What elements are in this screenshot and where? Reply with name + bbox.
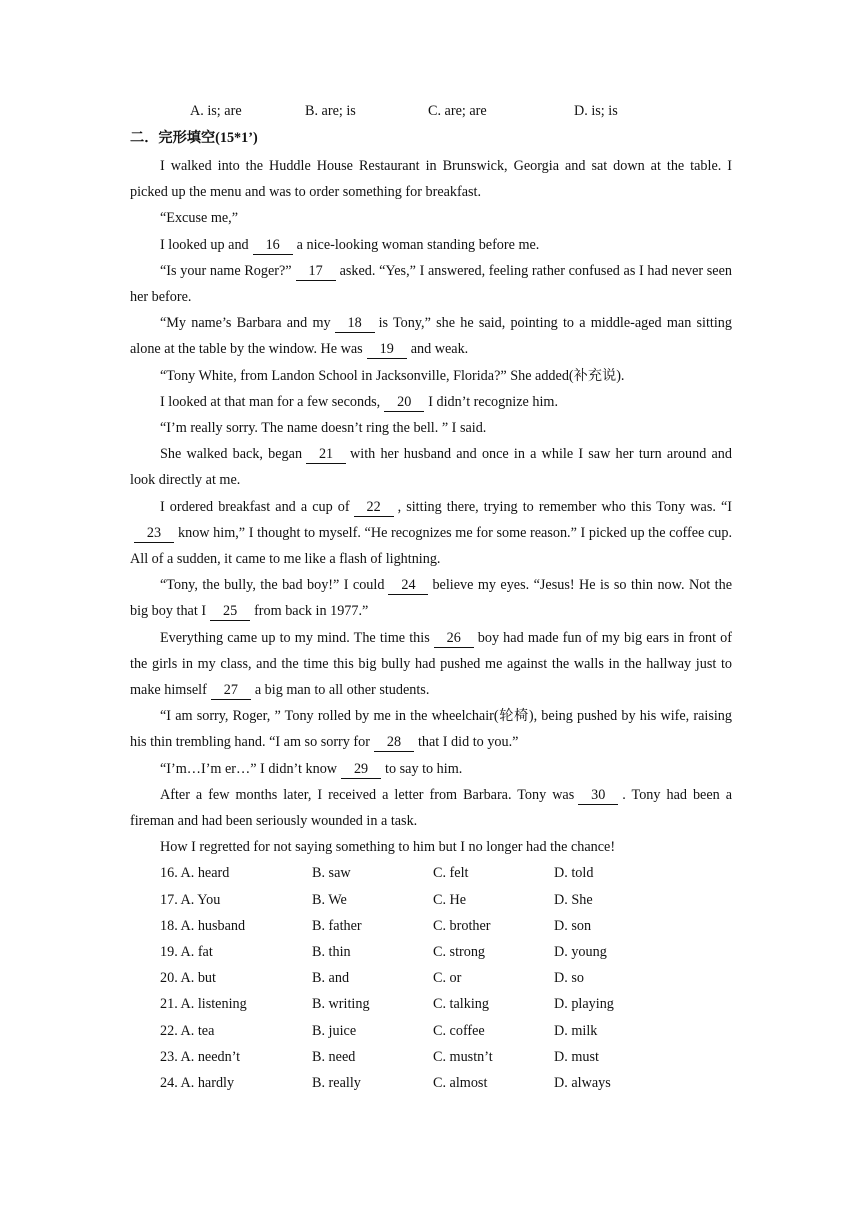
option-d: D. young: [554, 944, 607, 961]
paragraph-text: “Is your name Roger?”: [160, 262, 292, 279]
paragraph-text: I looked up and: [160, 236, 249, 253]
option-b: B. and: [312, 970, 350, 987]
option-row: [130, 965, 732, 991]
blank-number: 29: [341, 760, 381, 779]
option-row: [130, 1070, 732, 1096]
passage-paragraph: [130, 310, 732, 362]
paragraph-text: “I’m…I’m er…” I didn’t know: [160, 760, 338, 777]
option-d: D. so: [554, 970, 584, 987]
paragraph-text: , sitting there, trying to remember who this Tony was. “I: [397, 498, 732, 515]
option-d: D. always: [554, 1074, 611, 1091]
option-row: [130, 887, 732, 913]
blank-number: 16: [253, 236, 293, 255]
paragraph-text: “My name’s Barbara and my: [160, 315, 331, 332]
option-row: [130, 991, 732, 1017]
option-c: C. almost: [433, 1074, 488, 1091]
option-a: 19. A. fat: [160, 944, 213, 961]
blank-number: 25: [210, 602, 250, 621]
blank-number: 17: [296, 262, 336, 281]
option-b: B. writing: [312, 996, 370, 1013]
passage-paragraph: [130, 756, 732, 782]
paragraph-text: is Tony,” she he said, pointing to a middle-aged man sitting alone at the table by the window. He was: [130, 315, 732, 358]
option-d: D. must: [554, 1048, 599, 1065]
option-d: D. son: [554, 917, 592, 934]
paragraph-text: I walked into the Huddle House Restaurant in Brunswick, Georgia and sat down at the table. I picked up the menu and was to order something for breakfast.: [130, 158, 732, 201]
passage-paragraph: [130, 834, 732, 860]
paragraph-text: “Excuse me,”: [160, 210, 238, 227]
paragraph-text: boy had made fun of my big ears in front of the girls in my class, and the time this big bully had pushed me against the walls in the hallway just to make himself: [130, 629, 732, 699]
option-a: 20. A. but: [160, 970, 216, 987]
paragraph-text: and weak.: [410, 341, 469, 358]
passage-paragraph: [130, 258, 732, 310]
option-row: [130, 1018, 732, 1044]
option-row: [130, 939, 732, 965]
paragraph-text: She walked back, began: [160, 446, 303, 463]
paragraph-text: that I did to you.”: [417, 734, 519, 751]
paragraph-text: to say to him.: [385, 760, 463, 777]
paragraph-text: “I’m really sorry. The name doesn’t ring the bell. ” I said.: [160, 420, 487, 437]
option-d: D. told: [554, 865, 594, 882]
paragraph-text: I looked at that man for a few seconds,: [160, 393, 381, 410]
paragraph-text: from back in 1977.”: [254, 603, 369, 620]
option-row: [130, 860, 732, 886]
blank-number: 19: [367, 340, 407, 359]
passage-paragraph: [130, 703, 732, 755]
passage-paragraph: [130, 572, 732, 624]
blank-number: 30: [578, 786, 618, 805]
option-c: C. mustn’t: [433, 1048, 493, 1065]
option-c: C. He: [433, 891, 467, 908]
option-b: B. are; is: [305, 103, 356, 119]
blank-number: 27: [211, 681, 251, 700]
option-a: 16. A. heard: [160, 865, 230, 882]
document-page: [130, 101, 732, 1096]
paragraph-text: . Tony had been a fireman and had been seriously wounded in a task.: [130, 786, 733, 830]
blank-number: 22: [354, 498, 394, 517]
blank-number: 24: [388, 576, 428, 595]
passage-paragraph: [130, 782, 732, 834]
passage-paragraph: [130, 389, 732, 415]
option-c: C. or: [433, 970, 462, 987]
option-c: C. talking: [433, 996, 489, 1013]
option-c: C. coffee: [433, 1022, 485, 1039]
option-b: B. thin: [312, 944, 351, 961]
option-c: C. felt: [433, 865, 469, 882]
paragraph-text: I didn’t recognize him.: [428, 393, 558, 410]
option-b: B. juice: [312, 1022, 357, 1039]
blank-number: 26: [434, 629, 474, 648]
option-c: C. are; are: [428, 103, 487, 119]
option-a: 22. A. tea: [160, 1022, 215, 1039]
paragraph-text: with her husband and once in a while I saw her turn around and look directly at me.: [130, 446, 732, 489]
passage-paragraph: [130, 494, 732, 573]
paragraph-text: “Tony, the bully, the bad boy!” I could: [160, 577, 385, 594]
paragraph-text: “I am sorry, Roger, ” Tony rolled by me in the wheelchair(轮椅), being pushed by his wife, raising his thin trembling hand. “I am so sorry for: [130, 708, 732, 751]
option-a: A. is; are: [190, 103, 242, 119]
option-a: 24. A. hardly: [160, 1074, 235, 1091]
blank-number: 21: [306, 445, 346, 464]
blank-number: 28: [374, 733, 414, 752]
option-a: 17. A. You: [160, 891, 221, 908]
option-d: D. is; is: [574, 103, 618, 119]
passage-paragraph: [130, 363, 732, 389]
paragraph-text: believe my eyes. “Jesus! He is so thin now. Not the big boy that I: [130, 577, 732, 620]
option-b: B. father: [312, 917, 362, 934]
option-d: D. milk: [554, 1022, 598, 1039]
option-d: D. playing: [554, 996, 614, 1013]
option-a: 23. A. needn’t: [160, 1048, 241, 1065]
option-b: B. really: [312, 1074, 361, 1091]
paragraph-text: a big man to all other students.: [254, 682, 430, 699]
paragraph-text: I ordered breakfast and a cup of: [160, 498, 350, 515]
option-d: D. She: [554, 891, 593, 908]
paragraph-text: Everything came up to my mind. The time this: [160, 629, 430, 646]
paragraph-text: know him,” I thought to myself. “He recognizes me for some reason.” I picked up the coffee cup. All of a sudden, it came to me like a flash of lightning.: [130, 524, 732, 568]
option-a: 18. A. husband: [160, 917, 246, 934]
option-a: 21. A. listening: [160, 996, 247, 1013]
passage-paragraph: [130, 153, 732, 205]
passage-paragraph: [130, 441, 732, 493]
paragraph-text: a nice-looking woman standing before me.: [296, 236, 540, 253]
paragraph-text: How I regretted for not saying something to him but I no longer had the chance!: [160, 839, 616, 856]
option-b: B. We: [312, 891, 347, 908]
cloze-passage: [130, 153, 732, 860]
previous-question-options: [130, 101, 732, 125]
option-row: [130, 913, 732, 939]
passage-paragraph: [130, 415, 732, 441]
blank-number: 23: [134, 524, 174, 543]
passage-paragraph: [130, 205, 732, 231]
section-title: 二．完形填空(15*1’): [130, 130, 258, 146]
option-c: C. strong: [433, 944, 486, 961]
option-b: B. saw: [312, 865, 351, 882]
answer-options: [130, 860, 732, 1096]
option-row: [130, 1044, 732, 1070]
blank-number: 20: [384, 393, 424, 412]
passage-paragraph: [130, 232, 732, 258]
paragraph-text: After a few months later, I received a letter from Barbara. Tony was: [160, 786, 575, 803]
option-b: B. need: [312, 1048, 356, 1065]
option-c: C. brother: [433, 917, 491, 934]
passage-paragraph: [130, 625, 732, 704]
paragraph-text: “Tony White, from Landon School in Jacksonville, Florida?” She added(补充说).: [160, 367, 625, 384]
blank-number: 18: [335, 314, 375, 333]
paragraph-text: asked. “Yes,” I answered, feeling rather confused as I had never seen her before.: [130, 262, 732, 306]
